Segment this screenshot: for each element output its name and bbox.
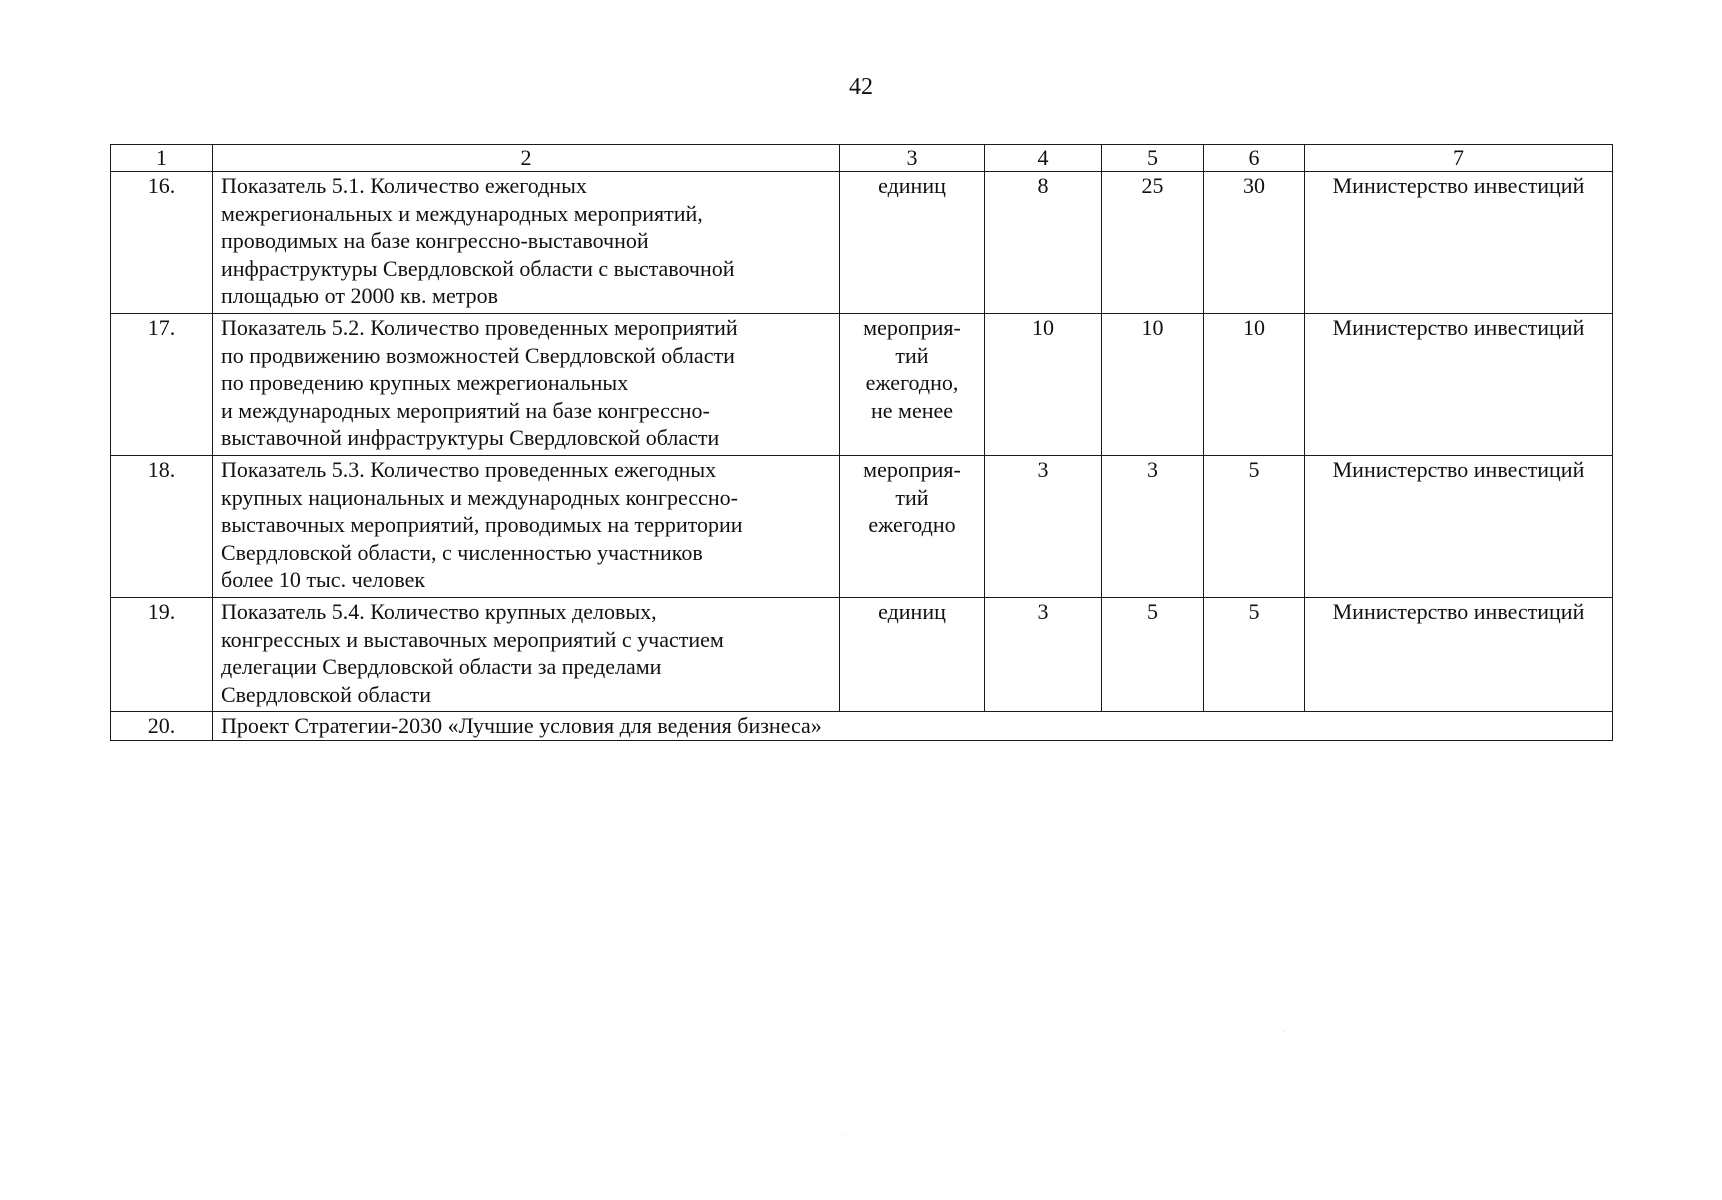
value-col6: 30 [1204, 172, 1305, 314]
text-line: крупных национальных и международных конгрессно- [221, 484, 738, 510]
text-line: площадью от 2000 кв. метров [221, 283, 498, 308]
table-row [111, 172, 1613, 314]
text-line: по продвижению возможностей Свердловской области [221, 342, 735, 368]
value-col6: 10 [1204, 314, 1305, 456]
scan-artifact [1283, 1031, 1284, 1032]
row-number: 17. [111, 314, 213, 456]
text-line: тий [895, 484, 929, 510]
text-line: Показатель 5.4. Количество крупных деловых, [221, 599, 657, 624]
header-cell: 2 [213, 145, 840, 172]
text-line: ежегодно, [865, 370, 959, 395]
table-header-row [111, 145, 1613, 172]
unit-cell [840, 314, 985, 456]
value-col4: 3 [985, 456, 1102, 598]
section-title: Проект Стратегии-2030 «Лучшие условия для ведения бизнеса» [213, 712, 1613, 741]
unit-cell [840, 456, 985, 598]
text-line: Свердловской области [221, 681, 431, 707]
row-number: 16. [111, 172, 213, 314]
section-row [111, 712, 1613, 741]
page-number: 42 [849, 74, 873, 100]
text-line: выставочных мероприятий, проводимых на территории [221, 512, 743, 537]
text-line: Показатель 5.1. Количество ежегодных [221, 173, 587, 198]
text-line: Показатель 5.2. Количество проведенных мероприятий [221, 315, 738, 340]
header-cell: 4 [985, 145, 1102, 172]
text-line: единиц [878, 599, 946, 624]
text-line: мероприя- [863, 315, 961, 340]
text-line: инфраструктуры Свердловской области с выставочной [221, 255, 735, 281]
value-col6: 5 [1204, 456, 1305, 598]
value-col5: 10 [1102, 314, 1204, 456]
table-row [111, 314, 1613, 456]
value-col6: 5 [1204, 598, 1305, 712]
text-line: мероприя- [863, 457, 961, 482]
responsible-cell: Министерство инвестиций [1305, 598, 1613, 712]
responsible-cell: Министерство инвестиций [1305, 172, 1613, 314]
value-col4: 8 [985, 172, 1102, 314]
row-number: 18. [111, 456, 213, 598]
text-line: делегации Свердловской области за пределами [221, 654, 662, 679]
header-cell: 5 [1102, 145, 1204, 172]
text-line: по проведению крупных межрегиональных [221, 370, 629, 395]
indicator-description [213, 456, 840, 598]
text-line: ежегодно [868, 512, 956, 537]
text-line: выставочной инфраструктуры Свердловской области [221, 425, 720, 450]
text-line: не менее [870, 397, 954, 423]
text-line: Свердловской области, с численностью участников [221, 539, 703, 565]
header-cell: 3 [840, 145, 985, 172]
value-col4: 10 [985, 314, 1102, 456]
row-number: 20. [111, 712, 213, 741]
row-number: 19. [111, 598, 213, 712]
unit-cell [840, 172, 985, 314]
table-row [111, 456, 1613, 598]
indicator-description [213, 172, 840, 314]
responsible-cell: Министерство инвестиций [1305, 314, 1613, 456]
responsible-cell: Министерство инвестиций [1305, 456, 1613, 598]
indicator-description [213, 598, 840, 712]
text-line: конгрессных и выставочных мероприятий с участием [221, 626, 724, 652]
header-cell: 7 [1305, 145, 1613, 172]
text-line: и международных мероприятий на базе конгрессно- [221, 397, 710, 423]
text-line: межрегиональных и международных мероприятий, [221, 200, 703, 226]
indicators-table [110, 144, 1613, 741]
value-col5: 25 [1102, 172, 1204, 314]
indicator-description [213, 314, 840, 456]
value-col5: 5 [1102, 598, 1204, 712]
scan-artifact [842, 1134, 843, 1135]
value-col5: 3 [1102, 456, 1204, 598]
value-col4: 3 [985, 598, 1102, 712]
text-line: тий [895, 342, 929, 368]
header-cell: 1 [111, 145, 213, 172]
text-line: более 10 тыс. человек [221, 567, 426, 592]
header-cell: 6 [1204, 145, 1305, 172]
text-line: единиц [878, 173, 946, 198]
unit-cell [840, 598, 985, 712]
text-line: Показатель 5.3. Количество проведенных ежегодных [221, 457, 717, 482]
text-line: проводимых на базе конгрессно-выставочной [221, 228, 649, 253]
table-row [111, 598, 1613, 712]
